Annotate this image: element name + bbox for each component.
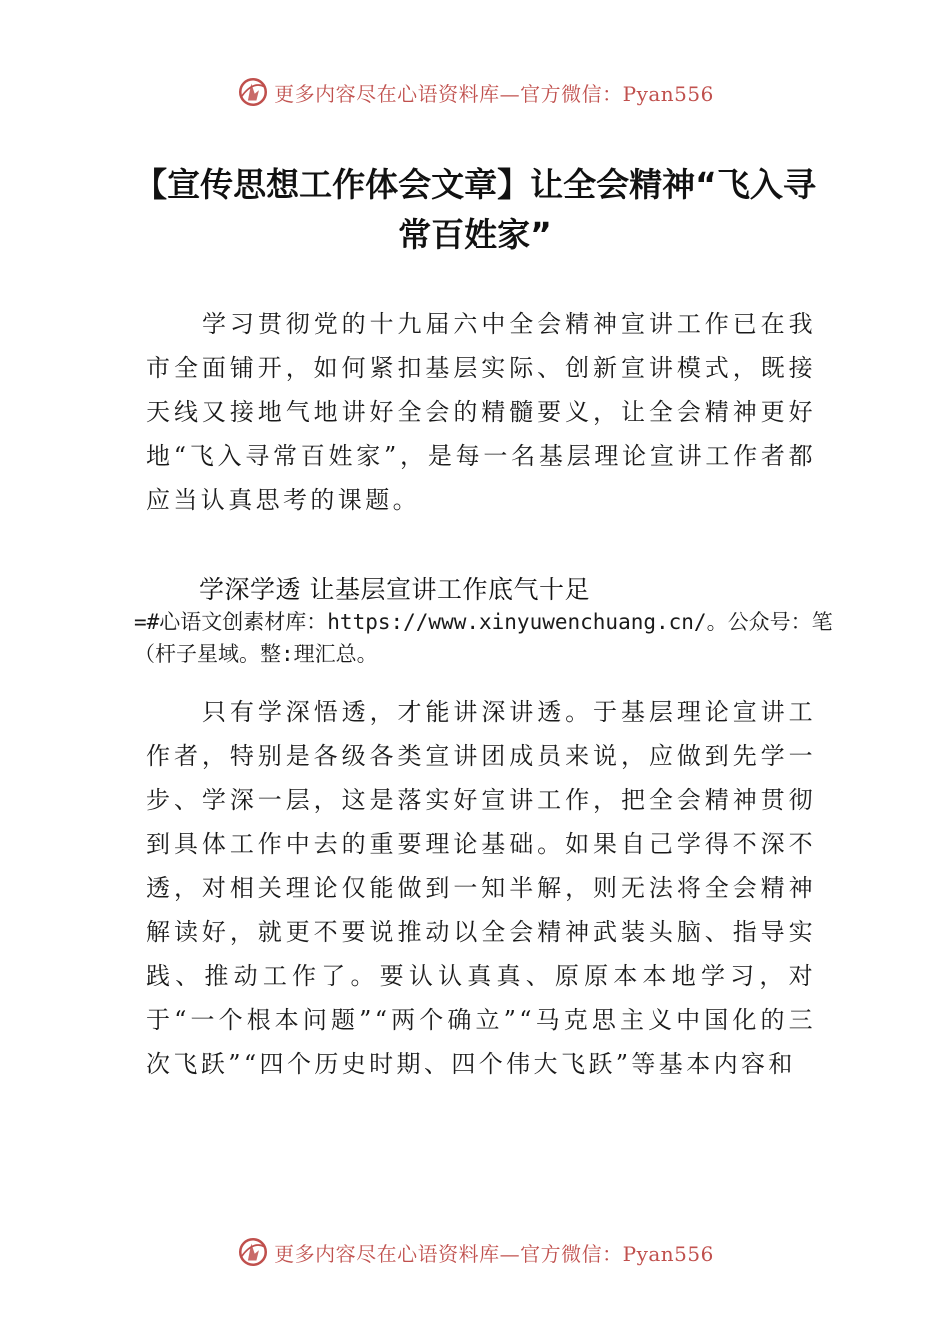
cursor-hand-logo-icon [236, 1235, 270, 1269]
banner-wechat-id: Pyan556 [622, 1241, 714, 1266]
header-banner [0, 72, 950, 112]
banner-wechat-id: Pyan556 [622, 81, 714, 106]
document-title: 【宣传思想工作体会文章】让全会精神“飞入寻常百姓家” [134, 165, 816, 254]
section-heading: 学深学透 让基层宣讲工作底气十足 [199, 575, 590, 604]
paragraph-intro: 学习贯彻党的十九届六中全会精神宣讲工作已在我市全面铺开，如何紧扣基层实际、创新宣讲模式，既接天线又接地气地讲好全会的精髓要义，让全会精神更好地“飞入寻常百姓家”，是每一名基层理论宣讲工作者都应当认真思考的课题。 [146, 310, 816, 514]
watermark-text: =#心语文创素材库：https://www.xinyuwenchuang.cn/。公众号：笔（杆子星域。整:理汇总。 [134, 610, 833, 666]
banner-text [274, 78, 714, 107]
banner-label: 更多内容尽在心语资料库—官方微信： [274, 1241, 623, 1266]
cursor-hand-logo-icon [236, 75, 270, 109]
banner-label: 更多内容尽在心语资料库—官方微信： [274, 81, 623, 106]
paragraph-body: 只有学深悟透，才能讲深讲透。于基层理论宣讲工作者，特别是各级各类宣讲团成员来说，应做到先学一步、学深一层，这是落实好宣讲工作，把全会精神贯彻到具体工作中去的重要理论基础。如果自己学得不深不透，对相关理论仅能做到一知半解，则无法将全会精神解读好，就更不要说推动以全会精神武装头脑、指导实践、推动工作了。要认认真真、原原本本地学习，对于“一个根本问题”“两个确立”“马克思主义中国化的三次飞跃”“四个历史时期、四个伟大飞跃”等基本内容和 [146, 698, 816, 1078]
banner-text [274, 1238, 714, 1267]
footer-banner [0, 1232, 950, 1272]
